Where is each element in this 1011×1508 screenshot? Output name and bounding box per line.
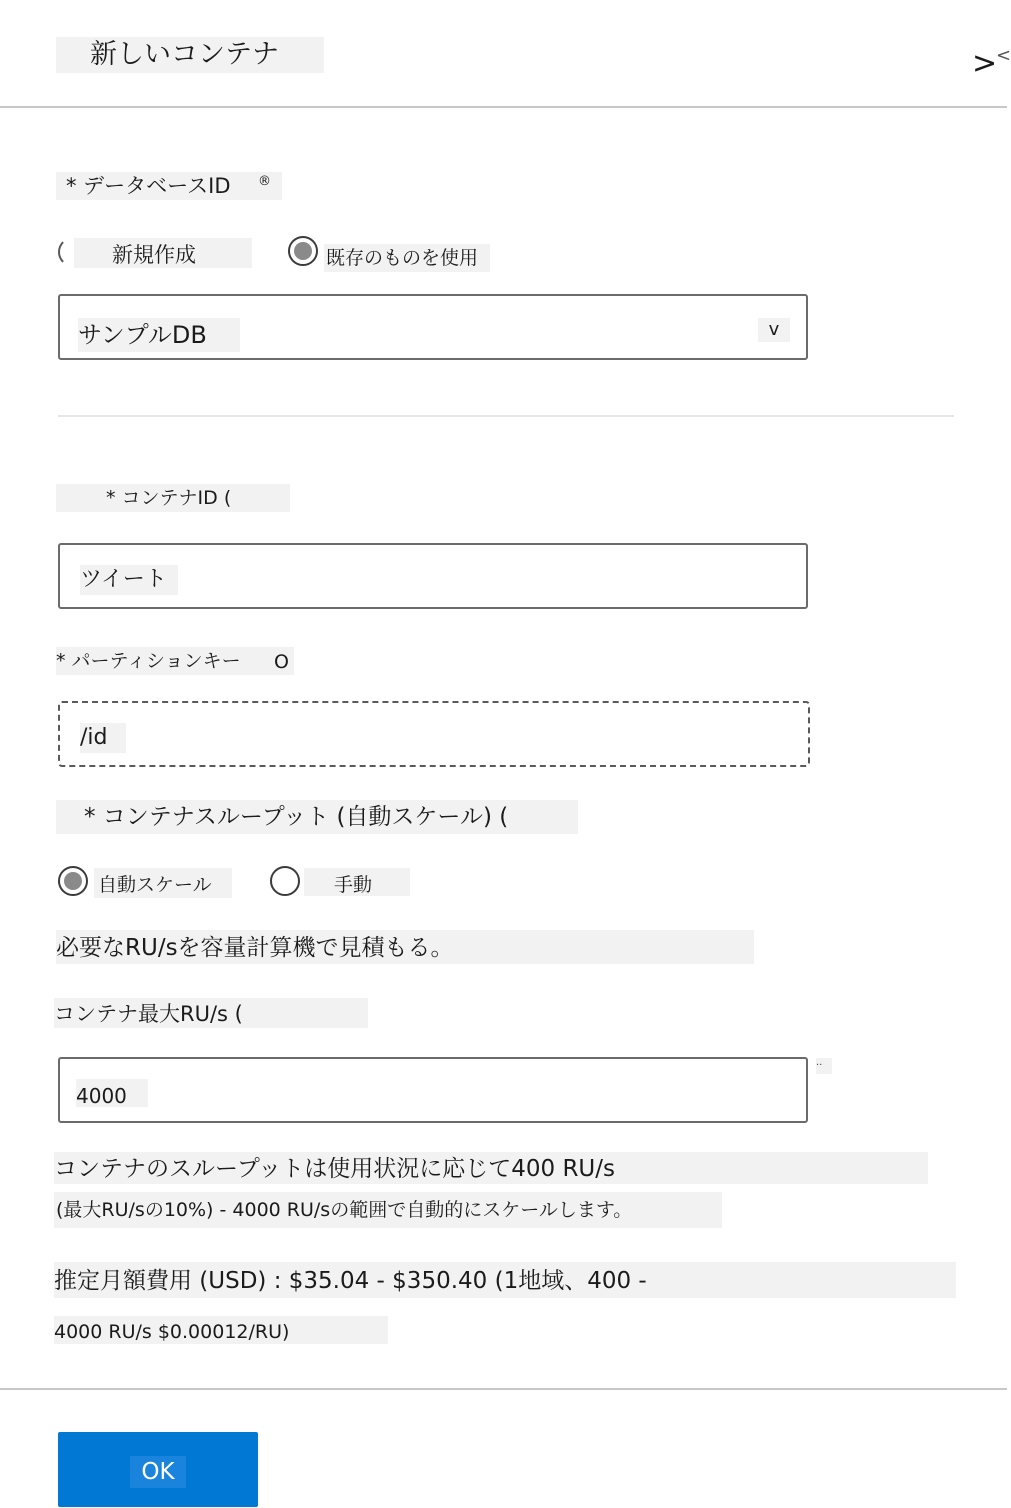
database-id-label-row: [56, 172, 282, 200]
radio-manual[interactable]: [270, 866, 300, 896]
autoscale-note-line2: (最大RU/sの10%) - 4000 RU/sの範囲で自動的にスケールします。: [54, 1192, 722, 1228]
info-icon[interactable]: O: [274, 651, 289, 673]
cost-estimate-line2: 4000 RU/s $0.00012/RU): [54, 1316, 388, 1344]
partition-key-label: * パーティションキー: [56, 650, 241, 672]
panel-title: 新しいコンテナ: [56, 37, 324, 73]
throughput-label: * コンテナスループット (自動スケール) (: [84, 804, 509, 830]
radio-use-existing-label: 既存のものを使用: [324, 244, 490, 272]
cost-estimate-line1: 推定月額費用 (USD) : $35.04 - $350.40 (1地域、400 -: [54, 1262, 956, 1298]
database-id-label: * データベースID: [66, 174, 231, 198]
ok-button[interactable]: [58, 1432, 258, 1507]
max-ru-side-icon: ··: [816, 1058, 832, 1074]
chevron-down-icon[interactable]: v: [758, 318, 790, 342]
section-divider: [58, 415, 954, 417]
container-id-value: ツイート: [80, 565, 178, 595]
ok-button-label: OK: [130, 1456, 186, 1488]
max-ru-value: 4000: [76, 1079, 148, 1107]
capacity-calculator-link[interactable]: 必要なRU/sを容量計算機で見積もる。: [56, 930, 754, 964]
radio-manual-label: 手動: [304, 868, 410, 896]
container-id-label-row: [56, 484, 290, 512]
partition-key-input[interactable]: [58, 701, 810, 767]
database-select-value: サンプルDB: [78, 318, 240, 352]
radio-create-new-label: 新規作成: [74, 238, 252, 268]
max-ru-input[interactable]: [58, 1057, 808, 1123]
max-ru-label-row: [54, 998, 368, 1028]
footer-divider: [0, 1388, 1007, 1390]
max-ru-label: コンテナ最大RU/s (: [54, 1002, 243, 1026]
database-select[interactable]: [58, 294, 808, 360]
header-divider: [0, 106, 1007, 108]
container-id-label: * コンテナID (: [106, 487, 232, 509]
container-id-input[interactable]: [58, 543, 808, 609]
throughput-label-row: [56, 800, 578, 834]
radio-use-existing[interactable]: [288, 236, 318, 266]
autoscale-note-line1: コンテナのスループットは使用状況に応じて400 RU/s: [54, 1152, 928, 1184]
partition-key-value: /id: [80, 723, 126, 753]
close-icon[interactable]: >: [972, 46, 998, 81]
partition-key-label-row: [56, 647, 294, 675]
close-corner-icon: <: [996, 45, 1011, 66]
radio-autoscale-label: 自動スケール: [94, 868, 232, 898]
radio-autoscale[interactable]: [58, 866, 88, 896]
info-icon[interactable]: ®: [258, 174, 271, 189]
